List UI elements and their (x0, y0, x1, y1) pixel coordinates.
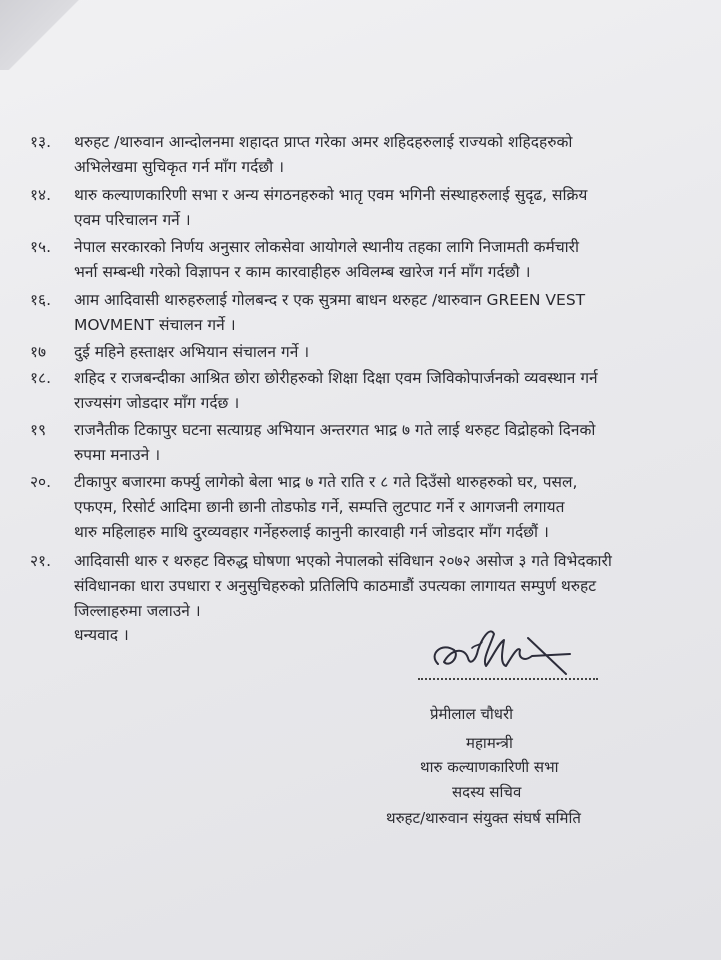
closing-text: धन्यवाद । (74, 626, 129, 644)
item-text: टीकापुर बजारमा कर्फ्यु लागेको बेला भाद्र ७ गते राति र ८ गते दिउँसो थारुहरुको घर, पसल, (74, 473, 578, 491)
item-number: २१. (30, 552, 52, 570)
item-text-continued: एफएम, रिसोर्ट आदिमा छानी छानी तोडफोड गर्ने, सम्पत्ति लुटपाट गर्ने र आगजनी लगायत (74, 498, 565, 516)
item-text: दुई महिने हस्ताक्षर अभियान संचालन गर्ने । (74, 343, 310, 361)
list-item (30, 183, 690, 208)
item-text: शहिद र राजबन्दीका आश्रित छोरा छोरीहरुको शिक्षा दिक्षा एवम जिविकोपार्जनको व्यवस्थान गर्न (74, 369, 598, 387)
item-text-continued: जिल्लाहरुमा जलाउने । (74, 602, 201, 620)
item-text-continued: रुपमा मनाउने । (74, 446, 161, 464)
signatory-role: सदस्य सचिव (452, 783, 522, 801)
item-number: १३. (30, 133, 52, 151)
signature-image (420, 620, 580, 682)
item-text: नेपाल सरकारको निर्णय अनुसार लोकसेवा आयोगले स्थानीय तहका लागि निजामती कर्मचारी (74, 238, 580, 256)
item-text-continued: एवम परिचालन गर्ने । (74, 211, 191, 229)
signature-dotted-line (418, 678, 598, 680)
item-number: १६. (30, 291, 52, 309)
item-number: १८. (30, 369, 52, 387)
list-item (30, 130, 690, 155)
item-number: २०. (30, 473, 52, 491)
item-number: १४. (30, 186, 52, 204)
list-item (30, 366, 690, 391)
signatory-title: महामन्त्री (466, 734, 513, 752)
item-text: थरुहट /थारुवान आन्दोलनमा शहादत प्राप्त गरेका अमर शहिदहरुलाई राज्यको शहिदहरुको (74, 133, 573, 151)
list-item (30, 549, 690, 574)
signatory-organization: थारु कल्याणकारिणी सभा (420, 758, 559, 776)
item-number: १७ (30, 343, 47, 361)
item-text: आम आदिवासी थारुहरुलाई गोलबन्द र एक सुत्रमा बाधन थरुहट /थारुवान GREEN VEST (74, 291, 586, 309)
list-item (30, 340, 690, 365)
list-item (30, 418, 690, 443)
item-number: १९ (30, 421, 47, 439)
signatory-name: प्रेमीलाल चौधरी (430, 705, 514, 723)
item-text: राजनैतीक टिकापुर घटना सत्याग्रह अभियान अन्तरगत भाद्र ७ गते लाई थरुहट विद्रोहको दिनको (74, 421, 596, 439)
item-number: १५. (30, 238, 52, 256)
item-text-continued: भर्ना सम्बन्धी गरेको विज्ञापन र काम कारवाहीहरु अविलम्ब खारेज गर्न माँग गर्दछौ । (74, 263, 531, 281)
item-text: आदिवासी थारु र थरुहट विरुद्ध घोषणा भएको नेपालको संविधान २०७२ असोज ३ गते विभेदकारी (74, 552, 612, 570)
item-text-continued: MOVMENT संचालन गर्ने । (74, 316, 236, 334)
item-text-continued: अभिलेखमा सुचिकृत गर्न माँग गर्दछौ । (74, 158, 284, 176)
list-item (30, 470, 690, 495)
item-text-continued: राज्यसंग जोडदार माँग गर्दछ । (74, 394, 240, 412)
list-item (30, 235, 690, 260)
item-text: थारु कल्याणकारिणी सभा र अन्य संगठनहरुको भातृ एवम भगिनी संस्थाहरुलाई सुदृढ, सक्रिय (74, 186, 588, 204)
item-text-continued: संविधानका धारा उपधारा र अनुसुचिहरुको प्रतिलिपि काठमाडौं उपत्यका लागायत सम्पुर्ण थरुहट (74, 577, 597, 595)
signatory-committee: थरुहट/थारुवान संयुक्त संघर्ष समिति (386, 809, 581, 827)
list-item (30, 288, 690, 313)
item-text-continued: थारु महिलाहरु माथि दुरव्यवहार गर्नेहरुलाई कानुनी कारवाही गर्न जोडदार माँग गर्दछौं । (74, 523, 549, 541)
